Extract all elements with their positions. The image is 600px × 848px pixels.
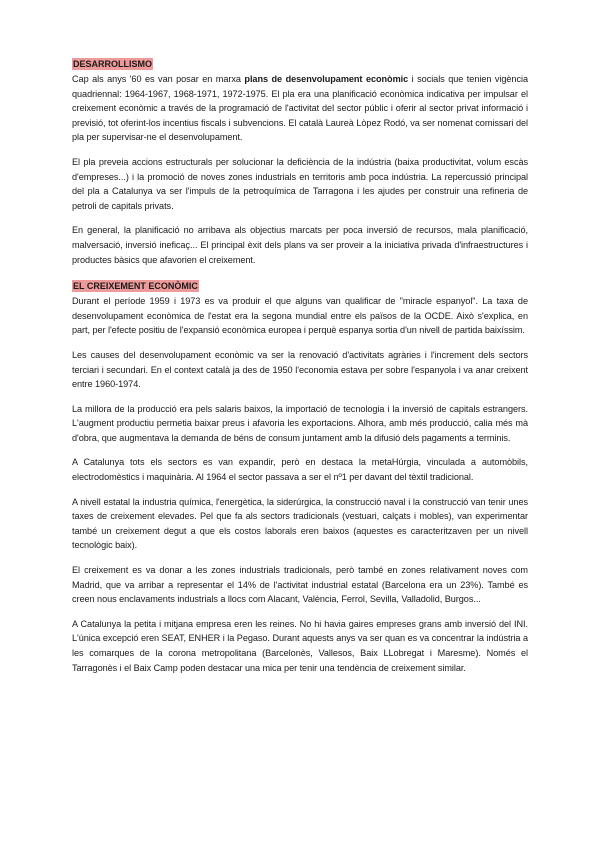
paragraph: A Catalunya la petita i mitjana empresa eren les reines. No hi havia gaires empreses grans amb inversió del INI. L'única excepció eren SEAT, ENHER i la Pegaso. Durant aquests anys va ser quan es va concentrar la indústria a les comarques de la corona metropolitana (Barcelonès, Vallesos, Baix LLobregat i Maresme). Només el Tarragonès i el Baix Camp poden destacar una mica per tenir una tendència de creixement similar.: [72, 618, 528, 673]
paragraph-text: i socials que tenien vigència quadriennal: 1964-1967, 1968-1971, 1972-1975. El pla era una planificació econòmica indicativa per impulsar el creixement econòmic a través de la programació de l'activitat del sector públic i oferir al sector privat informació i previsió, tot oferint-los incentius fiscals i subvencions. El català Laureà Lòpez Rodó, va ser nomenat comissari del pla per supervisar-ne el desenvolupament.: [72, 74, 528, 143]
section-creixement-economic: [72, 276, 528, 675]
paragraph: Les causes del desenvolupament econòmic va ser la renovació d'activitats agràries i l'increment dels sectors terciari i secundari. En el context català ja des de 1950 l'economia estava per sobre l'espanyola i va anar creixent entre 1960-1974.: [72, 349, 528, 390]
paragraph: A Catalunya tots els sectors es van expandir, però en destaca la metaHúrgia, vinculada a automòbils, electrodomèstics i maquinària. Al 1964 el sector passava a ser el nº1 per davant del tèxtil tradicional.: [72, 457, 528, 483]
paragraph-bold-text: plans de desenvolupament econòmic: [244, 74, 409, 84]
section-desarrollismo: [72, 54, 528, 267]
paragraph: [72, 72, 528, 145]
paragraph-text: Cap als anys '60 es van posar en marxa: [72, 74, 245, 84]
section-heading-desarrollismo: DESARROLLISMO: [73, 59, 153, 69]
paragraph: Durant el període 1959 i 1973 es va produir el que alguns van qualificar de "miracle espanyol". La taxa de desenvolupament econòmica de l'estat era la segona mundial entre els països de la OCDE. Això s'explica, en part, per l'efecte positiu de l'expansió econòmica europea i perquè espanya sortia d'un nivell de partida baixíssim.: [72, 296, 528, 336]
paragraph: La millora de la producció era pels salaris baixos, la importació de tecnologia i la inversió de capitals estrangers. L'augment productiu permetia baixar preus i afavoria les exportacions. Alhora, amb més producció, calia més mà d'obra, que augmentava la demanda de béns de consum juntament amb la difusió dels pagaments a terminis.: [72, 403, 528, 443]
section-heading-creixement: EL CREIXEMENT ECONÒMIC: [73, 281, 198, 292]
paragraph: En general, la planificació no arribava als objectius marcats per poca inversió de recursos, mala planificació, malversació, inversió ineficaç... El principal èxit dels plans va ser proveir a la iniciativa privada d'infraestructures i productes bàsics que afavorien el creixement.: [72, 225, 528, 265]
paragraph: El pla preveia accions estructurals per solucionar la deficiència de la indústria (baixa productivitat, volum escàs d'empreses...) i la promoció de noves zones industrials en territoris amb poca indústria. La repercussió principal del pla a Catalunya va ser l'impuls de la petroquímica de Tarragona i les ajudes per construir una refineria de petroli de capitals privats.: [72, 156, 528, 211]
paragraph: El creixement es va donar a les zones industrials tradicionals, però també en zones relativament noves com Madrid, que va arribar a representar el 14% de l'activitat industrial estatal (Barcelona era un 23%). També es creen nous enclavaments industrials a llocs com Alacant, València, Ferrol, Sevilla, Valladolid, Burgos...: [72, 565, 528, 605]
paragraph: A nivell estatal la industria química, l'energètica, la siderúrgica, la construcció naval i la construcció van tenir unes taxes de creixement elevades. Pel que fa als sectors tradicionals (vestuari, calçats i mobles), van experimentar també un creixement degut a que els costos laborals eren baixos (aquestes es caracteritzaven per un nivell tecnològic baix).: [72, 496, 528, 551]
